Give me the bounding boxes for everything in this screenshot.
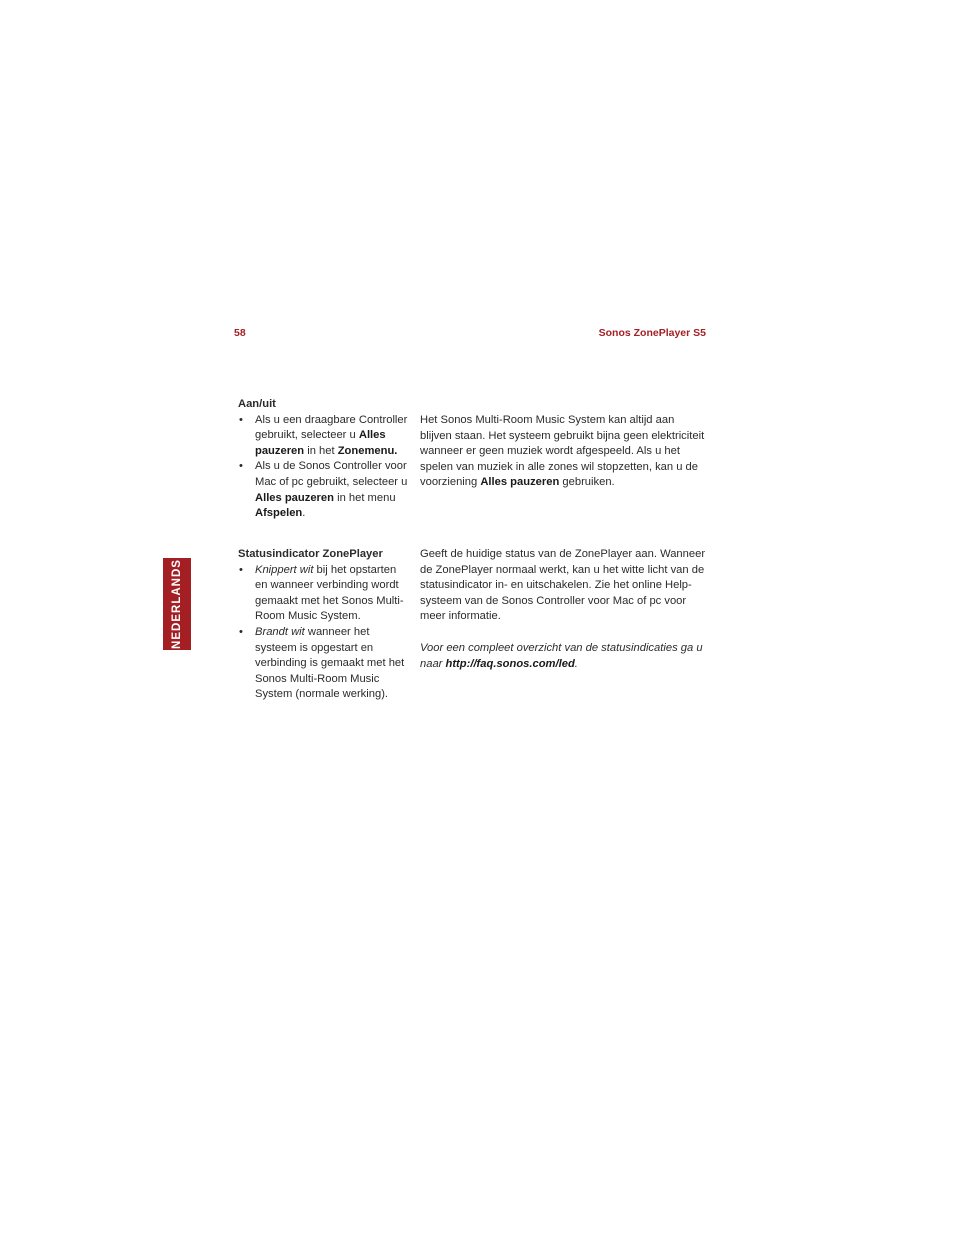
bold-term: http://faq.sonos.com/led [445, 657, 575, 670]
language-side-tab-label: NEDERLANDS [171, 559, 183, 649]
section-description [420, 413, 708, 491]
text-run: wanneer het systeem is opgestart en verbinding is gemaakt met het Sonos Multi-Room Music System (normale werking). [255, 625, 405, 701]
language-side-tab [163, 558, 191, 650]
text-run: Het Sonos Multi-Room Music System kan altijd aan blijven staan. Het systeem gebruikt bijna geen elektriciteit wanneer er geen muziek wordt afgespeeld. Als u het spelen van muziek in alle zones wil stopzetten, kan u de voorziening [420, 414, 705, 489]
list-item [238, 625, 410, 703]
page-number: 58 [234, 327, 246, 339]
running-header-title: Sonos ZonePlayer S5 [598, 327, 706, 339]
text-run: . [574, 657, 578, 670]
text-run: gebruiken. [559, 476, 615, 489]
text-run: bij het opstarten en wanneer verbinding wordt gemaakt met het Sonos Multi-Room Music System. [255, 563, 404, 623]
status-info-note [420, 641, 708, 672]
bold-term: Alles pauzeren [480, 476, 560, 489]
list-item [238, 413, 410, 460]
bold-term: Zonemenu. [337, 444, 398, 457]
list-item [238, 563, 410, 625]
list-item [238, 459, 410, 521]
bold-term: Afspelen [255, 507, 303, 520]
section-title: Aan/uit [238, 398, 276, 410]
italic-term: Knippert wit [255, 563, 314, 576]
bold-term: Alles pauzeren [255, 429, 386, 457]
bold-term: Alles pauzeren [255, 491, 334, 504]
text-run: Als u een draagbare Controller gebruikt, selecteer u [255, 413, 408, 442]
text-run: in het menu [333, 491, 396, 504]
text-run: Geeft de huidige status van de ZonePlayer aan. Wanneer de ZonePlayer normaal werkt, kan u het witte licht van de statusindicator in- en uitschakelen. Zie het online Help-systeem van de Sonos Controller voor Mac of pc voor meer informatie. [420, 548, 706, 623]
text-run: in het [304, 444, 338, 457]
bullet-list [238, 563, 410, 703]
text-run: Als u de Sonos Controller voor Mac of pc gebruikt, selecteer u [255, 460, 408, 488]
bullet-list [238, 413, 410, 522]
text-run: Voor een compleet overzicht van de statusindicaties ga u naar [420, 641, 703, 670]
italic-term: Brandt wit [255, 625, 305, 638]
section-description [420, 547, 708, 625]
section-title: Statusindicator ZonePlayer [238, 548, 383, 560]
text-run: . [302, 507, 306, 520]
